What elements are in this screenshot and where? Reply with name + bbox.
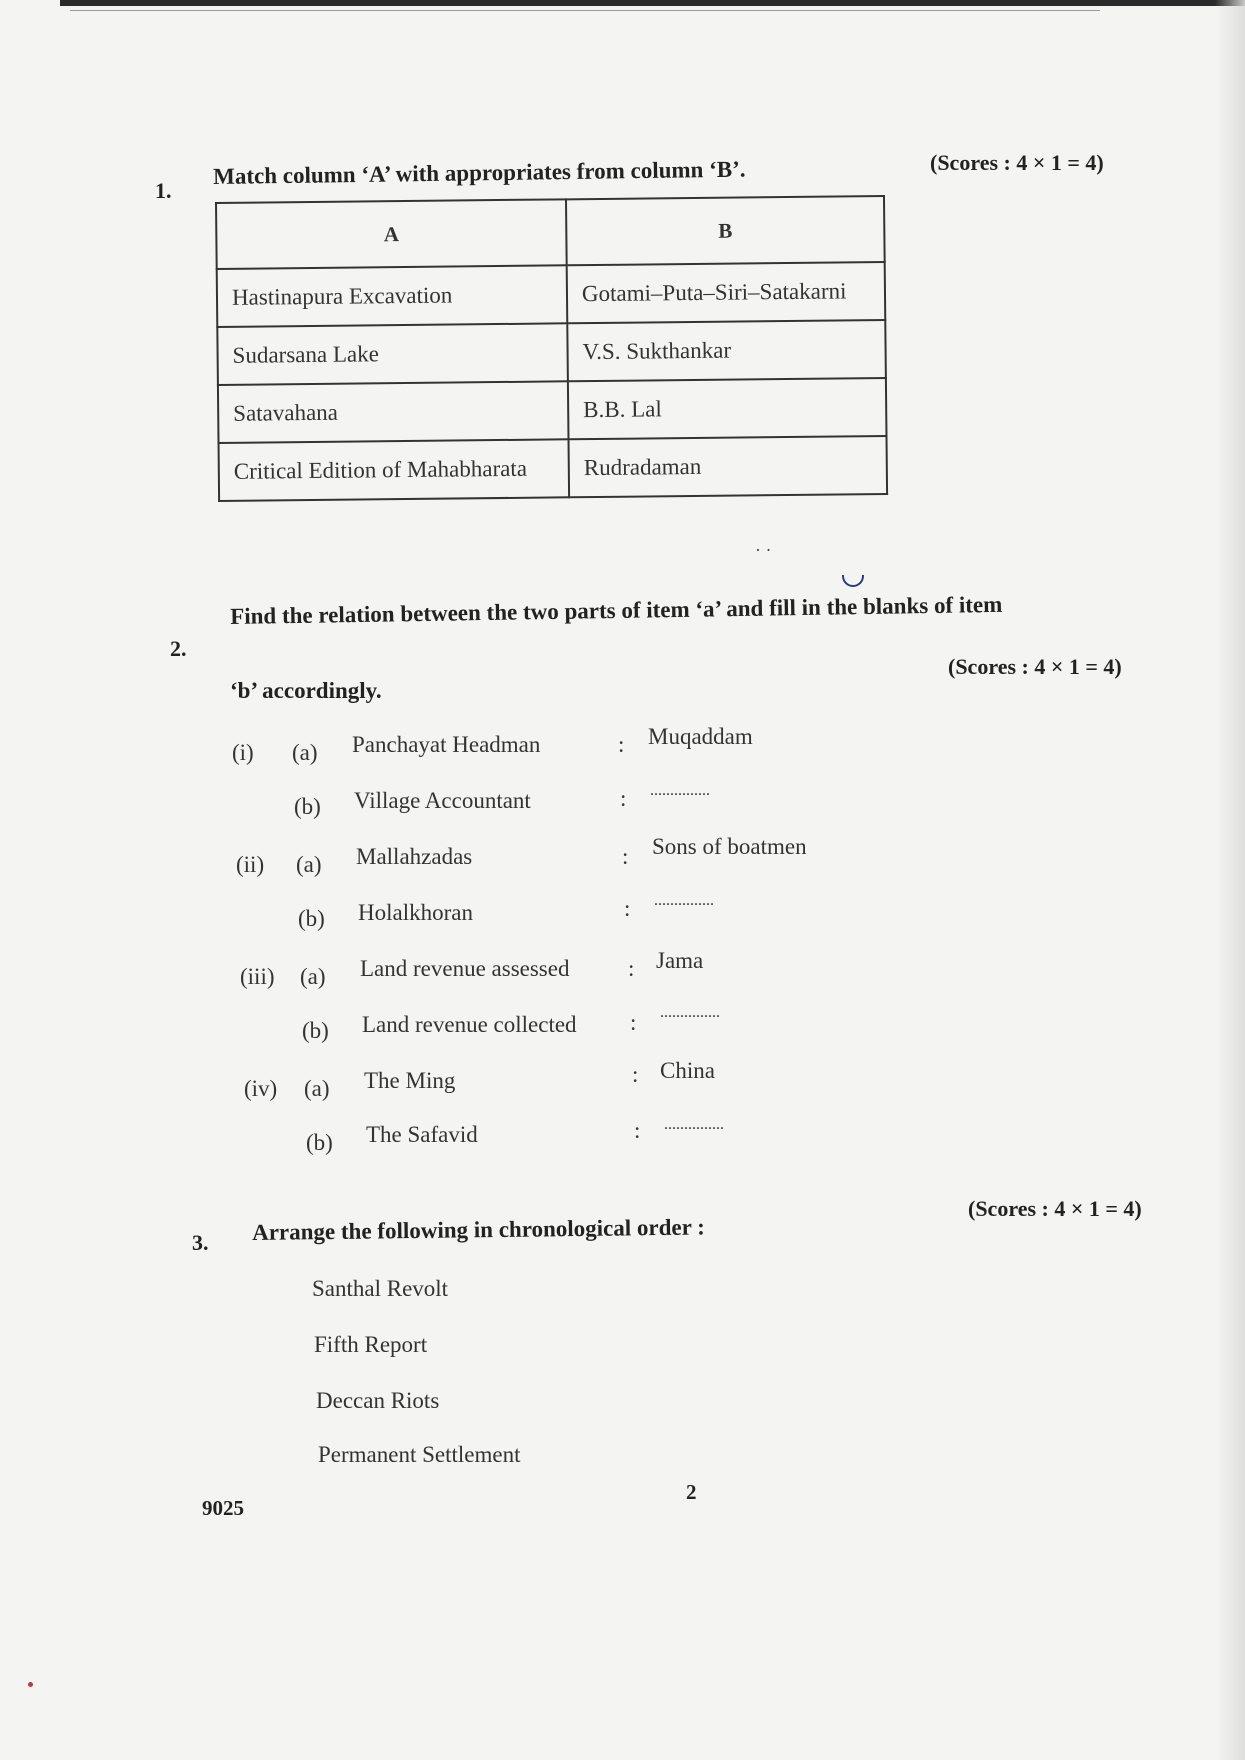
table-row	[217, 262, 886, 327]
page-number: 2	[686, 1480, 697, 1504]
q2-colon: :	[622, 844, 629, 869]
header-b: B	[566, 196, 885, 265]
match-table	[215, 195, 888, 502]
q2-item-a-label: (a)	[296, 852, 322, 877]
scan-speck	[28, 1682, 33, 1687]
match-table-header	[216, 196, 885, 269]
q2-colon: :	[618, 732, 625, 757]
q3-number: 3.	[192, 1230, 209, 1255]
table-row	[217, 320, 886, 385]
q2-text-line1: Find the relation between the two parts of item ‘a’ and fill in the blanks of item	[230, 591, 1003, 629]
q2-item-a-text: Mallahzadas	[356, 844, 473, 869]
cell-a: Sudarsana Lake	[217, 323, 568, 385]
q2-score: (Scores : 4 × 1 = 4)	[948, 654, 1122, 679]
q3-score: (Scores : 4 × 1 = 4)	[968, 1196, 1142, 1221]
cell-b: Gotami–Puta–Siri–Satakarni	[567, 262, 886, 323]
scan-top-edge	[0, 0, 1245, 6]
q2-item-roman: (ii)	[236, 852, 265, 877]
q1-text: Match column ‘A’ with appropriates from column ‘B’.	[213, 156, 746, 189]
q2-item-a-label: (a)	[304, 1076, 330, 1101]
q2-item-a-answer: Sons of boatmen	[652, 834, 807, 859]
scan-right-shadow	[1215, 0, 1245, 1760]
header-a: A	[216, 199, 567, 269]
q2-item-a-text: Land revenue assessed	[360, 956, 570, 981]
cell-a: Critical Edition of Mahabharata	[219, 439, 570, 501]
q2-item-b-text: Land revenue collected	[362, 1012, 577, 1037]
q2-item-roman: (iv)	[244, 1076, 278, 1101]
q2-item-a-text: The Ming	[364, 1068, 456, 1093]
q2-item-roman: (iii)	[240, 964, 275, 989]
q2-item-b-blank: ...............	[660, 1004, 720, 1021]
q2-item-b-label: (b)	[306, 1130, 333, 1155]
cell-a: Satavahana	[218, 381, 569, 443]
q3-item: Permanent Settlement	[318, 1442, 521, 1467]
q2-item-a-label: (a)	[300, 964, 326, 989]
q2-item-b-blank: ...............	[650, 782, 710, 799]
cell-b: Rudradaman	[569, 436, 888, 497]
cell-a: Hastinapura Excavation	[217, 265, 568, 327]
q3-text: Arrange the following in chronological order :	[252, 1214, 706, 1245]
q2-item-b-label: (b)	[298, 906, 325, 931]
q2-item-b-text: Village Accountant	[354, 788, 531, 813]
q3-item: Fifth Report	[314, 1332, 428, 1357]
q2-item-b-text: The Safavid	[366, 1122, 478, 1147]
q2-item-a-answer: Jama	[656, 948, 704, 973]
q3-item: Deccan Riots	[316, 1388, 440, 1413]
cell-b: B.B. Lal	[568, 378, 887, 439]
q2-item-b-blank: ...............	[654, 892, 714, 909]
table-row	[219, 436, 888, 501]
pen-mark	[842, 575, 864, 587]
q2-colon: :	[630, 1010, 637, 1035]
q2-item-a-label: (a)	[292, 740, 318, 765]
q2-colon: :	[628, 956, 635, 981]
q1-score: (Scores : 4 × 1 = 4)	[930, 150, 1104, 175]
q2-colon: :	[632, 1062, 639, 1087]
q2-colon: :	[624, 896, 631, 921]
q2-item-b-label: (b)	[294, 794, 321, 819]
stray-dots: · ·	[755, 540, 772, 560]
q2-text-line2: ‘b’ accordingly.	[230, 678, 382, 703]
q3-item: Santhal Revolt	[312, 1276, 449, 1301]
top-rule	[70, 10, 1100, 11]
q2-colon: :	[620, 786, 627, 811]
q2-item-b-blank: ...............	[664, 1116, 724, 1133]
scan-corner	[0, 0, 60, 22]
footer-code: 9025	[202, 1496, 244, 1520]
q2-colon: :	[634, 1118, 641, 1143]
q2-item-roman: (i)	[232, 740, 254, 765]
q2-item-a-answer: China	[660, 1058, 715, 1083]
q2-item-a-answer: Muqaddam	[648, 724, 753, 749]
q2-item-a-text: Panchayat Headman	[352, 732, 541, 757]
q2-item-b-label: (b)	[302, 1018, 329, 1043]
q1-number: 1.	[155, 178, 172, 203]
table-row	[218, 378, 887, 443]
q2-number: 2.	[170, 636, 187, 661]
q2-item-b-text: Holalkhoran	[358, 900, 473, 925]
cell-b: V.S. Sukthankar	[567, 320, 886, 381]
